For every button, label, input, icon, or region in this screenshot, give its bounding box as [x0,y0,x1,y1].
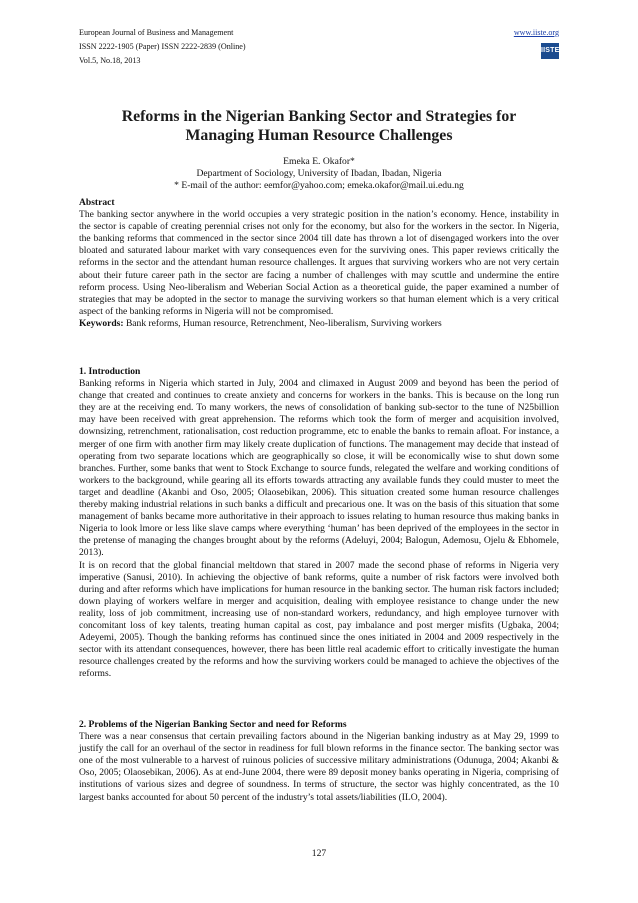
abstract-section [79,197,559,330]
introduction-section [79,366,559,680]
author-block [79,156,559,192]
section-1-paragraph-1: Banking reforms in Nigeria which started in July, 2004 and climaxed in August 2009 and beyond has been the period of change that created and continues to create anxiety and concerns for workers in the banks. This is because on the long run they are at the receiving end. To many workers, the news of consolidation of banking sub-sector to the tune of N25billion may have been received with great apprehension. The reforms which took the form of merger and acquisition involved, downsizing, retrenchment, rationalisation, cost reduction programme, etc to enable the banks to remain afloat. For instance, a merger of one firm with another firm may likely create duplication of functions. The management may decide that instead of operating from two separate locations which are geographically so close, it will be economically wise to shut down some branches. Further, some banks that went to Stock Exchange to source funds, relegated the welfare and working conditions of workers to the background, while gearing all its efforts towards attracting any available funds they could muster to meet the target and deadline (Akanbi and Oso, 2005; Olaosebikan, 2006). This situation created some human resource challenges thereby making industrial relations in such banks a difficult and precarious one. It was on the basis of this situation that some management of banks became more authoritative in their approach to issues relating to human resource thus making banks in Nigeria to look lmore or less like slave camps where everything ‘human’ has been deprived of the employees in the sector in the pretense of managing the changes brought about by the reforms (Adeluyi, 2004; Balogun, Ademosu, Ojelu & Ebhomele, 2013). [79,378,559,559]
abstract-text: The banking sector anywhere in the world occupies a very strategic position in the nation’s economy. Hence, instability in the sector is capable of creating perennial crises not only for the economy, but also for the workers in the sector. In Nigeria, the banking reforms that commenced in the sector since 2004 till date has thrown a lot of disengaged workers into the over bloated and saturated labour market with vary consequences even for the surviving ones. This paper reviews critically the reforms in the sector and the attendant human resource challenges. It argues that surviving workers who are not very certain about their future career path in the sector are facing a number of challenges with may scuttle and undermine the entire reform process. Using Neo-liberalism and Weberian Social Action as a theoretical guide, the paper examined a number of strategies that may be adopted in the sector to manage the surviving workers so that human element which is a very critical aspect of the banking reforms in Nigeria will not be compromised. [79,209,559,317]
author-email: * E-mail of the author: eemfor@yahoo.com; emeka.okafor@mail.ui.edu.ng [174,180,464,191]
title-line-1: Reforms in the Nigerian Banking Sector and Strategies for [121,108,517,125]
paper-title [79,107,559,145]
author-affiliation: Department of Sociology, University of Ibadan, Ibadan, Nigeria [196,168,442,179]
keywords-label: Keywords: [79,317,124,329]
journal-header [79,26,559,68]
section-1-paragraph-2: It is on record that the global financial meltdown that stared in 2007 made the second phase of reforms in Nigeria very imperative (Sanusi, 2010). In achieving the objective of bank reforms, quite a number of risk factors were involved both during and after reforms which have implications for human resource in the banking sector. The human risk factors included; down playing of workers welfare in merger and acquisition, dealing with employee resistance to change under the new reality, loss of job commitment, increasing use of non-standard workers, redundancy, and high employee turnover with concomitant loss of key talents, treating human capital as cost, pay imbalance and post merger misfits (Ugbaka, 2004; Adeyemi, 2005). Though the banking reforms has continued since the ones initiated in 2004 and 2009 respectively in the sector with its attendant consequences, however, there has been little real academic effort to critically investigate the human resource challenges created by the reforms and how the surviving workers could be managed to achieve the objectives of the reforms. [79,559,559,680]
journal-issn: ISSN 2222-1905 (Paper) ISSN 2222-2839 (Online) [79,42,246,51]
title-line-2: Managing Human Resource Challenges [185,127,453,144]
journal-volume: Vol.5, No.18, 2013 [79,56,141,65]
journal-url-link[interactable]: www.iiste.org [513,28,559,37]
section-2-paragraph-1: There was a near consensus that certain prevailing factors abound in the Nigerian banking industry as at May 29, 1999 to justify the call for an overhaul of the sector in readiness for full blown reforms in the finance sector. The banking sector was one of the most vulnerable to a harvest of ruinous policies of successive military administrations (Odunuga, 2004; Akanbi & Oso, 2005; Olaosebikan, 2006). As at end-June 2004, there were 89 deposit money banks operating in Nigeria, comprising of institutions of various sizes and degree of soundness. In terms of structure, the sector was highly concentrated, as the 10 largest banks accounted for about 50 percent of the industry’s total assets/liabilities (ILO, 2004). [79,731,559,803]
author-name: Emeka E. Okafor* [283,156,355,167]
section-2-heading: 2. Problems of the Nigerian Banking Sector and need for Reforms [79,719,347,730]
page-number: 127 [311,848,327,859]
keywords-text: Bank reforms, Human resource, Retrenchment, Neo-liberalism, Surviving workers [125,317,442,329]
problems-section [79,719,559,804]
keywords-line [79,318,559,330]
abstract-heading: Abstract [79,197,115,208]
section-1-heading: 1. Introduction [79,366,141,377]
iiste-logo: IISTE [541,43,559,59]
journal-name: European Journal of Business and Management [79,28,234,37]
